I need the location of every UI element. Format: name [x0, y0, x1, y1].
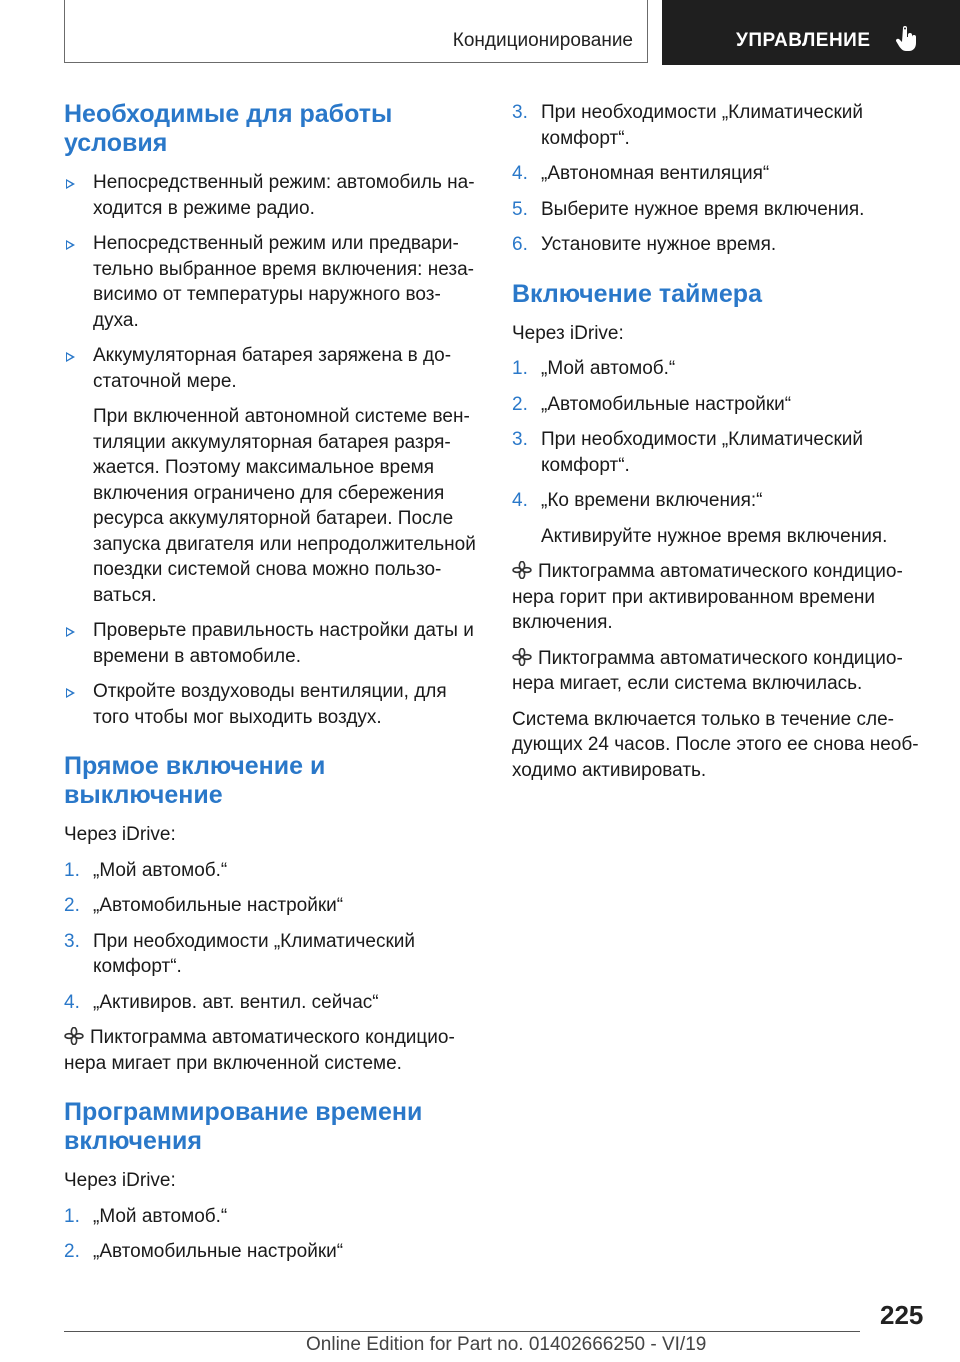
list-item: Непосредственный режим или предвари-тельно выбранное время включения: неза-висимо от температуры наружного воз-духа.: [64, 231, 484, 333]
battery-note: При включенной автономной системе вен-тиляции аккумуляторная батарея разря-жается. Поэтому максимальное время включения ограничено для сбережения ресурса аккумуляторной батареи. После запуска двигателя или непродолжительной поездки системой снова можно пользо-ваться.: [93, 406, 476, 606]
bullet-arrow-icon: [66, 240, 75, 250]
final-note: Система включается только в течение сле-дующих 24 часов. После этого ее снова необ-ходимо активировать.: [512, 708, 919, 781]
list-item: Проверьте правильность настройки даты и времени в автомобиле.: [64, 618, 484, 669]
climate-fan-icon: [512, 561, 532, 579]
icon-note: Пиктограмма автоматического кондицио-нера мигает, если система включилась.: [512, 647, 903, 694]
bullet-arrow-icon: [66, 352, 75, 362]
heading-direct-switch: Прямое включение и выключение: [64, 752, 326, 809]
heading-timer-activation: Включение таймера: [512, 279, 762, 308]
climate-fan-icon: [512, 648, 532, 666]
timer-steps-list: [64, 1204, 484, 1265]
list-item: 2. „Автомобильные настройки“: [64, 895, 344, 916]
direct-steps-list: [64, 858, 484, 1016]
footer-divider: [64, 1331, 860, 1332]
hand-pointer-icon: [896, 26, 918, 52]
timer-steps-list-continued: [512, 100, 922, 258]
list-item: 1. „Мой автомоб.“: [512, 358, 676, 379]
list-item: 6. Установите нужное время.: [512, 234, 777, 255]
list-item: Непосредственный режим: автомобиль на-ходится в режиме радио.: [64, 170, 484, 221]
list-item: 3. При необходимости „Климатический комфорт“.: [512, 429, 863, 476]
bullet-arrow-icon: [66, 688, 75, 698]
footer-edition: Online Edition for Part no. 01402666250 - VI/19: [306, 1334, 707, 1355]
page-number: 225: [880, 1300, 924, 1330]
chapter-title: Кондиционирование: [452, 30, 633, 51]
right-column: [512, 100, 922, 793]
list-item: 3. При необходимости „Климатический комфорт“.: [512, 102, 863, 149]
icon-note: Пиктограмма автоматического кондицио-нера мигает при включенной системе.: [64, 1027, 455, 1074]
list-item: 3. При необходимости „Климатический комфорт“.: [64, 930, 415, 977]
list-item: 5. Выберите нужное время включения.: [512, 198, 865, 220]
bullet-arrow-icon: [66, 627, 75, 637]
intro-text: Через iDrive:: [64, 824, 176, 845]
bullet-arrow-icon: [66, 179, 75, 189]
heading-timer-programming: Программирование времени включения: [64, 1098, 423, 1155]
list-item: 1. „Мой автомоб.“: [64, 859, 228, 881]
list-item: 4. „Ко времени включения:“ Активируйте нужное время включения.: [512, 488, 922, 549]
climate-fan-icon: [64, 1027, 84, 1045]
step-note: Активируйте нужное время включения.: [541, 525, 888, 547]
header-chapter-box: [64, 0, 648, 63]
section-title: УПРАВЛЕНИЕ: [736, 30, 871, 51]
list-item: Аккумуляторная батарея заряжена в до-статочной мере. При включенной автономной системе вен-тиляции аккумуляторная батарея разря-жается. Поэтому максимальное время включения ограничено для сбережения ресурса аккумуляторной батареи. После запуска двигателя или непродолжительной поездки системой снова можно пользо-ваться.: [64, 343, 484, 608]
requirements-list: [64, 170, 484, 730]
intro-text: Через iDrive:: [512, 322, 624, 344]
list-item: 2. „Автомобильные настройки“: [512, 393, 792, 415]
activation-steps-list: [512, 356, 922, 549]
section-tab[interactable]: [662, 0, 960, 65]
left-column: [64, 100, 484, 1275]
icon-note: Пиктограмма автоматического кондицио-нера горит при активированном времени включения.: [512, 561, 903, 633]
intro-text: Через iDrive:: [64, 1170, 176, 1191]
list-item: 4. „Автономная вентиляция“: [512, 163, 770, 184]
list-item: 4. „Активиров. авт. вентил. сейчас“: [64, 991, 379, 1013]
heading-requirements: Необходимые для работы условия: [64, 100, 393, 157]
list-item: 2. „Автомобильные настройки“: [64, 1241, 344, 1262]
list-item: Откройте воздуховоды вентиляции, для того чтобы мог выходить воздух.: [64, 679, 484, 730]
list-item: 1. „Мой автомоб.“: [64, 1205, 228, 1227]
